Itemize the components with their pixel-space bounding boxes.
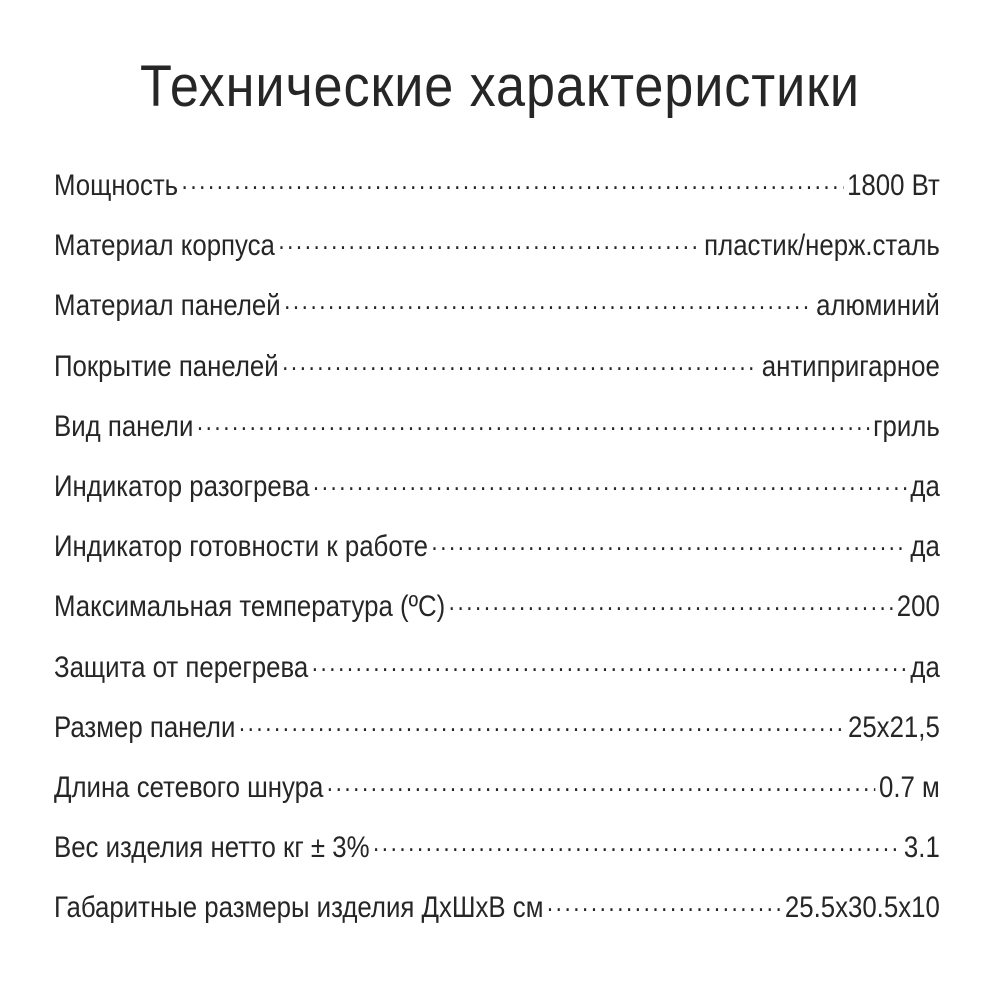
spec-value: 25.5х30.5х10 bbox=[784, 891, 940, 925]
dot-leader bbox=[327, 767, 876, 797]
spec-value: гриль bbox=[873, 409, 940, 443]
dot-leader bbox=[431, 526, 907, 556]
dot-leader bbox=[547, 887, 782, 917]
spec-value: 25х21,5 bbox=[847, 710, 940, 744]
spec-row-dimensions bbox=[54, 878, 940, 938]
spec-label: Размер панели bbox=[54, 710, 236, 744]
spec-row-panel-size bbox=[54, 698, 940, 758]
spec-label: Покрытие панелей bbox=[54, 349, 279, 383]
dot-leader bbox=[278, 225, 700, 255]
spec-row-power bbox=[54, 156, 940, 216]
spec-label: Защита от перегрева bbox=[54, 650, 309, 684]
dot-leader bbox=[312, 647, 907, 677]
spec-value: пластик/нерж.сталь bbox=[704, 229, 940, 263]
spec-row-cord-length bbox=[54, 758, 940, 818]
spec-row-body-material bbox=[54, 216, 940, 276]
dot-leader bbox=[313, 466, 907, 496]
dot-leader bbox=[197, 406, 870, 436]
dot-leader bbox=[182, 165, 844, 195]
spec-label: Материал корпуса bbox=[54, 229, 275, 263]
spec-label: Длина сетевого шнура bbox=[54, 770, 324, 804]
spec-label: Вид панели bbox=[54, 409, 194, 443]
spec-value: да bbox=[910, 650, 940, 684]
spec-row-ready-indicator bbox=[54, 517, 940, 577]
spec-row-panel-type bbox=[54, 397, 940, 457]
spec-row-panel-material bbox=[54, 276, 940, 336]
dot-leader bbox=[373, 827, 901, 857]
spec-value: 3.1 bbox=[903, 831, 940, 865]
spec-row-heat-indicator bbox=[54, 457, 940, 517]
spec-row-panel-coating bbox=[54, 337, 940, 397]
spec-label: Материал панелей bbox=[54, 289, 281, 323]
page-title: Технические характеристики bbox=[140, 54, 860, 119]
spec-label: Максимальная температура (ºC) bbox=[54, 590, 446, 624]
spec-row-max-temperature bbox=[54, 577, 940, 637]
spec-value: да bbox=[910, 469, 940, 503]
dot-leader bbox=[284, 285, 813, 315]
spec-label: Вес изделия нетто кг ± 3% bbox=[54, 831, 370, 865]
dot-leader bbox=[449, 586, 894, 616]
spec-list bbox=[54, 156, 940, 938]
spec-value: 0.7 м bbox=[879, 770, 940, 804]
spec-value: 1800 Вт bbox=[847, 169, 940, 202]
spec-label: Габаритные размеры изделия ДхШхВ см bbox=[54, 891, 544, 925]
spec-label: Мощность bbox=[54, 169, 179, 202]
spec-value: антипригарное bbox=[761, 349, 940, 383]
dot-leader bbox=[239, 707, 845, 737]
spec-value: алюминий bbox=[816, 289, 940, 323]
spec-label: Индикатор разогрева bbox=[54, 469, 310, 503]
dot-leader bbox=[282, 346, 758, 376]
spec-row-net-weight bbox=[54, 818, 940, 878]
spec-row-overheat-protection bbox=[54, 638, 940, 698]
spec-value: да bbox=[910, 530, 940, 564]
spec-label: Индикатор готовности к работе bbox=[54, 530, 428, 564]
spec-value: 200 bbox=[896, 590, 940, 624]
